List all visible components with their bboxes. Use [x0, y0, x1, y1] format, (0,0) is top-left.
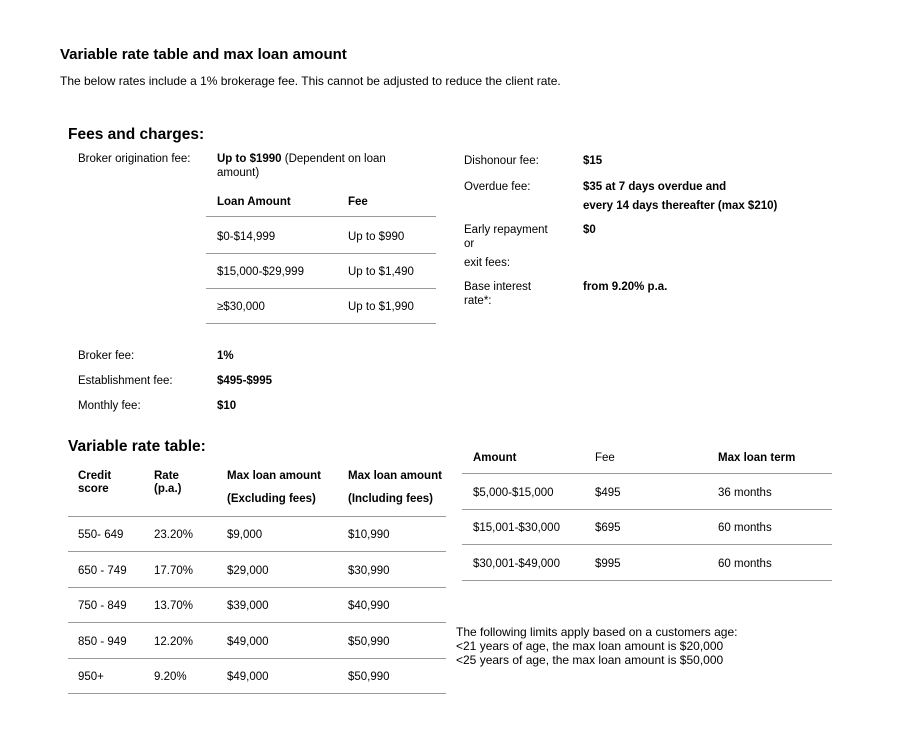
amount-table-header-term: Max loan term	[718, 452, 796, 464]
loan-table-cell: Up to $990	[348, 231, 405, 243]
loan-table-cell: $0-$14,999	[217, 231, 276, 243]
vr-divider	[68, 622, 446, 623]
vr-header-rate-line1: Rate	[154, 470, 179, 482]
monthly-fee-value: $10	[217, 400, 237, 412]
amount-table-cell: $495	[595, 487, 621, 499]
vr-divider	[68, 693, 446, 694]
vr-header-credit-line1: Credit	[78, 470, 112, 482]
vr-header-max-incl-line2: (Including fees)	[348, 493, 433, 505]
loan-table-divider	[206, 288, 436, 289]
base-interest-label-line2: rate*:	[464, 295, 492, 307]
broker-origination-label: Broker origination fee:	[78, 153, 191, 165]
vr-cell: $50,990	[348, 636, 390, 648]
vr-cell: $50,990	[348, 671, 390, 683]
vr-cell: $40,990	[348, 600, 390, 612]
vr-cell: $39,000	[227, 600, 269, 612]
loan-table-header-fee: Fee	[348, 196, 368, 208]
vr-header-max-excl-line2: (Excluding fees)	[227, 493, 316, 505]
vr-cell: $49,000	[227, 636, 269, 648]
amount-table-cell: 60 months	[718, 522, 772, 534]
overdue-fee-label: Overdue fee:	[464, 181, 531, 193]
amount-table-cell: 60 months	[718, 558, 772, 570]
amount-table-cell: 36 months	[718, 487, 772, 499]
vr-header-max-excl-line1: Max loan amount	[227, 470, 321, 482]
loan-table-divider	[206, 323, 436, 324]
broker-fee-label: Broker fee:	[78, 350, 135, 362]
overdue-fee-value-line1: $35 at 7 days overdue and	[583, 181, 727, 193]
broker-fee-value: 1%	[217, 350, 234, 362]
vr-cell: 17.70%	[154, 565, 194, 577]
amount-table-divider	[462, 509, 832, 510]
vr-divider	[68, 587, 446, 588]
amount-table-divider	[462, 544, 832, 545]
loan-table-header-amount: Loan Amount	[217, 196, 291, 208]
early-repayment-value: $0	[583, 224, 596, 236]
variable-rate-heading: Variable rate table:	[68, 438, 206, 455]
base-interest-value: from 9.20% p.a.	[583, 281, 668, 293]
broker-origination-value	[217, 152, 417, 180]
amount-table-cell: $695	[595, 522, 621, 534]
overdue-fee-value-line2: every 14 days thereafter (max $210)	[583, 200, 778, 212]
amount-table-header-amount: Amount	[473, 452, 517, 464]
amount-table-divider	[462, 473, 832, 474]
dishonour-fee-value: $15	[583, 155, 603, 167]
vr-cell: 650 - 749	[78, 565, 127, 577]
vr-cell: 9.20%	[154, 671, 187, 683]
vr-cell: 12.20%	[154, 636, 194, 648]
dishonour-fee-label: Dishonour fee:	[464, 155, 539, 167]
vr-cell: $30,990	[348, 565, 390, 577]
loan-table-divider	[206, 216, 436, 217]
vr-cell: $29,000	[227, 565, 269, 577]
exit-fees-label: exit fees:	[464, 257, 511, 269]
page-subtitle: The below rates include a 1% brokerage fee. This cannot be adjusted to reduce the client rate.	[60, 74, 561, 88]
vr-divider	[68, 658, 446, 659]
monthly-fee-label: Monthly fee:	[78, 400, 141, 412]
amount-table-cell: $30,001-$49,000	[473, 558, 560, 570]
loan-table-cell: $15,000-$29,999	[217, 266, 304, 278]
broker-origination-value-rest: (Dependent on loan amount)	[217, 153, 386, 179]
amount-table-cell: $15,001-$30,000	[473, 522, 560, 534]
vr-cell: 13.70%	[154, 600, 194, 612]
loan-table-divider	[206, 253, 436, 254]
vr-cell: $9,000	[227, 529, 263, 541]
vr-cell: $10,990	[348, 529, 390, 541]
vr-divider	[68, 516, 446, 517]
amount-table-cell: $5,000-$15,000	[473, 487, 554, 499]
vr-cell: 750 - 849	[78, 600, 127, 612]
amount-table-header-fee: Fee	[595, 452, 615, 464]
establishment-fee-value: $495-$995	[217, 375, 272, 387]
age-limits-line1: The following limits apply based on a customers age:	[456, 625, 738, 639]
fees-heading: Fees and charges:	[68, 126, 205, 143]
page-title: Variable rate table and max loan amount	[60, 46, 347, 63]
base-interest-label-line1: Base interest	[464, 281, 532, 293]
amount-table-cell: $995	[595, 558, 621, 570]
loan-table-cell: Up to $1,990	[348, 301, 414, 313]
vr-cell: 550- 649	[78, 529, 124, 541]
vr-divider	[68, 551, 446, 552]
broker-origination-value-bold: Up to $1990	[217, 153, 282, 165]
loan-table-cell: Up to $1,490	[348, 266, 414, 278]
early-repayment-label-line1: Early repayment	[464, 224, 548, 236]
vr-header-rate-line2: (p.a.)	[154, 483, 182, 495]
vr-cell: $49,000	[227, 671, 269, 683]
loan-table-cell: ≥$30,000	[217, 301, 265, 313]
vr-cell: 950+	[78, 671, 104, 683]
age-limits-line3: <25 years of age, the max loan amount is $50,000	[456, 653, 724, 667]
vr-cell: 23.20%	[154, 529, 194, 541]
establishment-fee-label: Establishment fee:	[78, 375, 173, 387]
vr-header-credit-line2: score	[78, 483, 109, 495]
amount-table-divider	[462, 580, 832, 581]
early-repayment-label-line2: or	[464, 238, 475, 250]
vr-header-max-incl-line1: Max loan amount	[348, 470, 442, 482]
vr-cell: 850 - 949	[78, 636, 127, 648]
age-limits-line2: <21 years of age, the max loan amount is $20,000	[456, 639, 724, 653]
